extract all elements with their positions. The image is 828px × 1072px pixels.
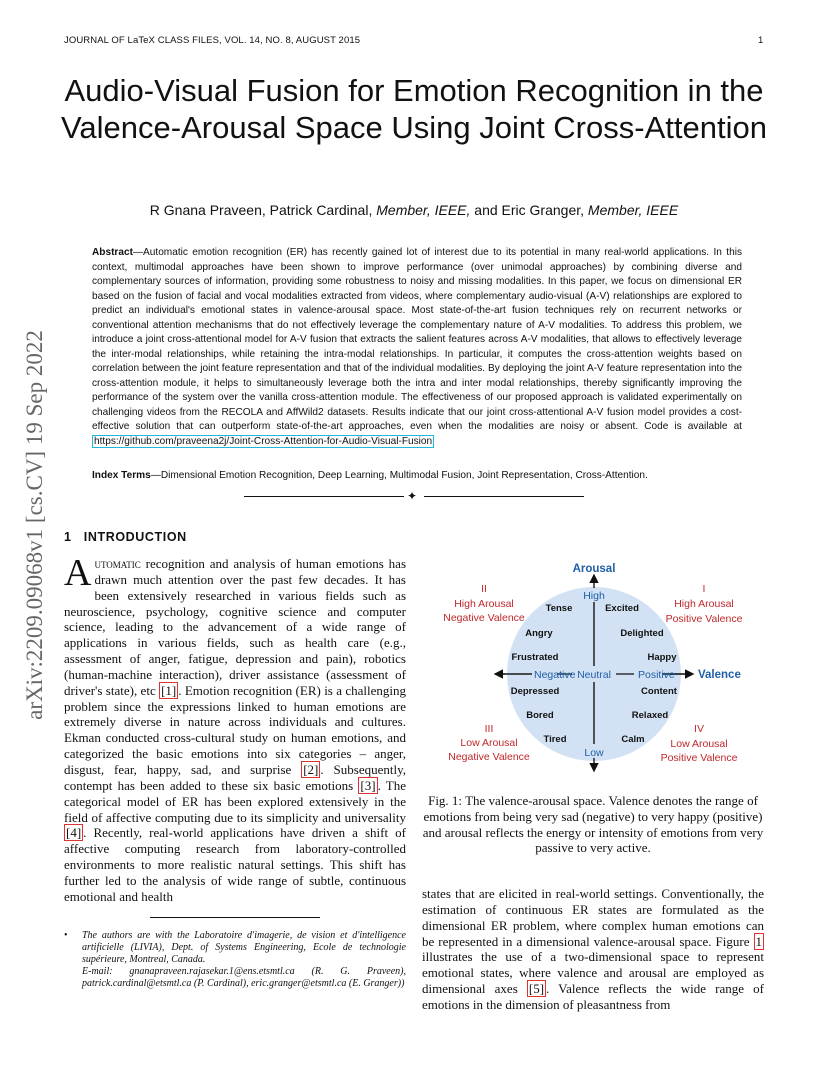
author-names-2: and Eric Granger, — [470, 202, 588, 218]
intro-text-5: . Recently, real-world applications have driven a shift of affective computing research from laboratory-controlled environments to more realistic natural settings. This shift has further led to the analysis of wide range of subtle, continuous emotional and health — [64, 825, 406, 904]
quadrant-2-line-1: High Arousal — [454, 598, 514, 610]
quadrant-4-line-1: Low Arousal — [670, 738, 728, 750]
diamond-ornament-icon: ✦ — [407, 489, 418, 503]
arxiv-identifier: arXiv:2209.09068v1 [cs.CV] 19 Sep 2022 — [22, 330, 47, 720]
positive-label: Positive — [638, 669, 675, 681]
footnote-rule — [150, 917, 320, 918]
code-link[interactable]: https://github.com/praveena2j/Joint-Cross-Attention-for-Audio-Visual-Fusion — [94, 435, 433, 447]
quadrant-3-line-1: Low Arousal — [460, 737, 518, 749]
emotion-excited: Excited — [605, 603, 639, 614]
low-label: Low — [584, 747, 604, 759]
emotion-content: Content — [641, 686, 677, 697]
col2-text-1: states that are elicited in real-world settings. Conventionally, the estimation of continuous ER states are formulated as the dimensional ER problem, where complex human emotions can be represented in a dimensional valence-arousal space. Figure — [422, 886, 764, 949]
intro-smallcaps: utomatic — [94, 556, 141, 571]
quadrant-1-number: I — [702, 583, 706, 595]
valence-arousal-figure — [436, 560, 764, 785]
footnote-emails: E-mail: gnanapraveen.rajasekar.1@ens.etsmtl.ca (R. G. Praveen), patrick.cardinal@etsmtl.ca (P. Cardinal), eric.granger@etsmtl.ca (E. Granger)) — [82, 966, 406, 989]
quadrant-2-line-2: Negative Valence — [443, 612, 525, 624]
index-terms-label: Index Terms — [92, 470, 151, 481]
arxiv-stamp — [22, 290, 52, 760]
section-number: 1 — [64, 530, 72, 544]
intro-column-left — [64, 552, 406, 905]
affiliation-footnote — [64, 930, 406, 990]
figure-reference-link[interactable]: 1 — [755, 933, 762, 949]
high-label: High — [583, 590, 605, 602]
quadrant-2-number: II — [481, 583, 487, 595]
intro-text-2: . Emotion recognition (ER) is a challenging problem since the expressions linked to human emotions are extremely diverse in nature across individuals and cultures. Ekman conducted cross-cultural study on human emotions, and categorized the basic emotions into six categories – anger, disgust, fear, happy, sad, and surprise — [64, 682, 406, 777]
emotion-happy: Happy — [647, 652, 677, 663]
arousal-label: Arousal — [572, 563, 616, 575]
emotion-tense: Tense — [545, 603, 573, 614]
emotion-bored: Bored — [526, 710, 554, 721]
index-terms-text: —Dimensional Emotion Recognition, Deep Learning, Multimodal Fusion, Joint Representation, Cross-Attention. — [150, 470, 648, 481]
emotion-relaxed: Relaxed — [631, 710, 669, 721]
drop-cap: A — [64, 552, 92, 594]
footnote-affiliation: The authors are with the Laboratoire d'imagerie, de vision et d'intelligence artificielle (LIVIA), Dept. of Systems Engineering, Ecole de technologie supérieure, Montreal, Canada. — [82, 930, 406, 965]
section-title: INTRODUCTION — [83, 530, 187, 544]
quadrant-3-line-2: Negative Valence — [448, 751, 530, 763]
index-terms — [92, 470, 742, 481]
neutral-label: Neutral — [577, 669, 611, 681]
emotion-tired: Tired — [543, 734, 567, 745]
citation-link[interactable]: [4] — [66, 825, 82, 841]
quadrant-4-number: IV — [694, 723, 704, 735]
intro-text-4: . The categorical model of ER has been explored extensively in the field of affective computing due to its simplicity and universality — [64, 777, 406, 825]
valence-label: Valence — [698, 669, 741, 681]
emotion-frustrated: Frustrated — [511, 652, 559, 663]
author-membership-1: Member, IEEE, — [376, 202, 471, 218]
emotion-calm: Calm — [621, 734, 645, 745]
emotion-angry: Angry — [525, 628, 553, 639]
author-membership-2: Member, IEEE — [587, 202, 679, 218]
figure-caption: Fig. 1: The valence-arousal space. Valence denotes the range of emotions from being very sad (negative) to very happy (positive) and arousal reflects the energy or intensity of emotions from very passive to very active. — [422, 793, 764, 856]
intro-text-1: recognition and analysis of human emotions has drawn much attention over the past few decades. It has been extensively researched in various fields such as neuroscience, psychology, cognitive science and computer science, leading to the advancement of a wide range of applications in various fields, such as health care (e.g., assessment of anger, fatigue, depression and pain), robotics (human-machine interaction), driver assistance (assessment of driver's state), etc — [64, 556, 406, 698]
author-line — [60, 202, 768, 218]
abstract — [92, 246, 742, 449]
author-names: R Gnana Praveen, Patrick Cardinal, — [149, 202, 377, 218]
emotion-delighted: Delighted — [620, 628, 664, 639]
col2-text-2: illustrates the use of a two-dimensional space to represent emotional states, where valence and arousal are employed as dimensional axes — [422, 949, 764, 997]
citation-link[interactable]: [1] — [161, 682, 177, 698]
page-number: 1 — [758, 35, 764, 46]
quadrant-3-number: III — [484, 723, 494, 735]
quadrant-1-line-1: High Arousal — [674, 598, 734, 610]
paper-title: Audio-Visual Fusion for Emotion Recognition in the Valence-Arousal Space Using Joint Cross-Attention — [61, 73, 767, 145]
negative-label: Negative — [534, 669, 576, 681]
footnote-bullet: • — [64, 930, 68, 941]
emotion-depressed: Depressed — [510, 686, 560, 697]
quadrant-1-line-2: Positive Valence — [665, 613, 743, 625]
valence-arousal-diagram — [436, 560, 764, 785]
running-header: JOURNAL OF LaTeX CLASS FILES, VOL. 14, NO. 8, AUGUST 2015 — [64, 35, 361, 46]
citation-link[interactable]: [5] — [528, 981, 545, 997]
citation-link[interactable]: [3] — [360, 777, 376, 793]
citation-link[interactable]: [2] — [303, 761, 319, 777]
col2-text-3: . Valence reflects the wide range of emotions in the dimension of pleasantness from — [422, 981, 764, 1012]
abstract-label: Abstract — [92, 247, 133, 258]
intro-column-right — [422, 886, 764, 1013]
section-divider — [244, 489, 584, 503]
abstract-text: —Automatic emotion recognition (ER) has recently gained lot of interest due to its potential in many real-world applications. In this context, multimodal approaches have been shown to improve performance (over unimodal approaches) by combining diverse and complementary sources of information, providing some robustness to noisy and missing modalities. In this paper, we focus on dimensional ER based on the fusion of facial and vocal modalities extracted from videos, where complementary audio-visual (A-V) relationships are explored to predict an individual's emotional states in valence-arousal space. Most state-of-the-art fusion techniques rely on recurrent networks or conventional attention mechanisms that do not effectively leverage the complementary nature of A-V modalities. To address this problem, we introduce a joint cross-attentional model for A-V fusion that extracts the salient features across A-V modalities, that allows to effectively leverage the inter-modal relationships, while retaining the intra-modal relationships. In particular, it computes the cross-attention weights based on correlation between the joint feature representation and that of the individual modalities. By deploying the joint A-V feature representation into the cross-attention module, it helps to simultaneously leverage both the intra and inter modal relationships, thereby significantly improving the performance of the system over the vanilla cross-attention module. The effectiveness of our proposed approach is validated experimentally on challenging videos from the RECOLA and AffWild2 datasets. Results indicate that our joint cross-attentional A-V fusion model provides a cost-effective solution that can outperform state-of-the-art approaches, even when the modalities are noisy or absent. Code is available at — [92, 247, 742, 432]
intro-text-3: . Subsequently, contempt has been added to these six basic emotions — [64, 761, 406, 793]
quadrant-4-line-2: Positive Valence — [660, 752, 738, 764]
section-heading — [64, 530, 187, 544]
